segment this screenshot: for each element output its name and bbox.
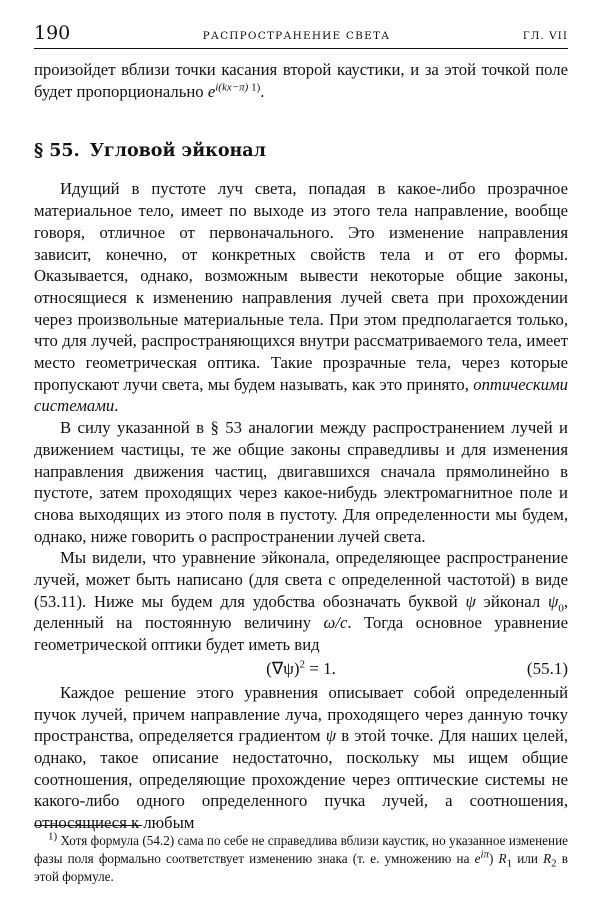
intro-tail: . [260, 81, 265, 101]
footnote-rule [34, 825, 142, 826]
footnote-r2: R [543, 851, 552, 867]
footnote-r2-sub: 2 [551, 857, 557, 870]
running-title: РАСПРОСТРАНЕНИЕ СВЕТА [202, 30, 391, 42]
p4-psi: ψ [325, 726, 337, 746]
intro-text: произойдет вблизи точки касания второй каустики, и за этой точкой поле будет пропорционально [34, 60, 568, 101]
page [34, 22, 568, 834]
footnote-text-c: или [512, 851, 544, 867]
p3-text-c: , деленный на постоянную величину [34, 591, 568, 633]
footnote-text-a: Хотя формула (54.2) сама по себе не справедлива вблизи каустик, но указанное изменение фазы поля формально соответствует изменению знака (т. е. умножению на [34, 833, 568, 867]
intro-expression [208, 82, 260, 101]
p1-end: . [114, 396, 119, 416]
equation-55-1 [34, 656, 568, 682]
intro-footnote-mark: 1) [251, 81, 261, 94]
chapter-label: ГЛ. VII [522, 30, 568, 42]
intro-paragraph [34, 59, 568, 102]
p1-text: Идущий в пустоте луч света, попадая в какое-либо прозрачное материальное тело, имеет по выходе из этого тела направление, вообще говоря, отличное от первоначального. Это изменение направления зависит, конечно, от конкретных свойств тела и от его формы. Оказывается, однако, возможным вывести некоторые общие законы, относящиеся к изменению направления лучей света при прохождении через произвольные материальные тела. При этом предполагается только, что для лучей, распространяющихся внутри рассматриваемого тела, имеет место геометрическая оптика. Такие прозрачные тела, через которые пропускают лучи света, мы будем называть, как это принято, [34, 179, 568, 394]
footnote-r1: R [498, 851, 507, 867]
p1-italic-term: оптическими системами [34, 374, 568, 416]
equation-power: 2 [299, 658, 305, 671]
section-heading [34, 141, 568, 161]
expr-exponent: i(kx−π) [215, 81, 249, 94]
page-number: 190 [34, 22, 71, 44]
footnote-text-b: ) [489, 851, 499, 867]
footnote-area [34, 825, 568, 887]
p4-text-a: Каждое решение этого уравнения описывает собой определенный пучок лучей, причем направление луча, проходящего через данную точку пространства, определяется градиентом [34, 682, 568, 746]
p2-text: В силу указанной в § 53 аналогии между распространением лучей и движением частицы, те же общие законы справедливы и для изменения направления движения частиц, двигавшихся сначала прямолинейно в пустоте, затем проходящих через какое-нибудь электромагнитное поле и снова выходящих из этого поля в пустоту. Для определенности мы будем, однако, ниже говорить о распространении лучей света. [34, 418, 568, 546]
paragraph-2 [34, 417, 568, 547]
p3-text-b: эйконал [475, 591, 548, 611]
p3-omega-c: ω/c [323, 613, 348, 633]
equation-body [266, 659, 336, 679]
section-title: Угловой эйконал [89, 141, 266, 162]
footnote-r1-sub: 1 [506, 857, 513, 870]
footnote-1 [34, 832, 568, 887]
p3-text-d: . Тогда основное уравнение геометрической оптики будет иметь вид [34, 613, 568, 655]
footnote-mark: 1) [48, 830, 58, 843]
expr-base: e [207, 81, 216, 101]
footnote-exp-power: iπ [480, 848, 490, 861]
paragraph-4 [34, 682, 568, 834]
equation-number: (55.1) [526, 658, 568, 678]
section-number: § 55. [34, 141, 80, 162]
equation-lhs: (∇ψ) [266, 658, 300, 678]
footnote-exp-base: e [474, 851, 481, 867]
p4-text-b: в этой точке. Для наших целей, однако, такое описание недостаточно, поскольку мы ищем общие соотношения, определяющие прохождение через оптические системы не какого-либо одного определенного пучка лучей, а соотношения, относящиеся к любым [34, 726, 568, 833]
p3-psi0-sub: 0 [558, 602, 564, 615]
p3-psi: ψ [465, 591, 476, 611]
paragraph-1 [34, 178, 568, 417]
p3-psi0: ψ [547, 591, 559, 611]
p3-text-a: Мы видели, что уравнение эйконала, определяющее распространение лучей, может быть написано (для света с определенной частотой) в виде (53.11). Ниже мы будем для удобства обозначать буквой [34, 548, 568, 611]
equation-rhs: = 1. [305, 658, 336, 678]
running-header [34, 22, 568, 49]
paragraph-3 [34, 547, 568, 656]
footnote-text-d: в этой формуле. [34, 851, 568, 885]
